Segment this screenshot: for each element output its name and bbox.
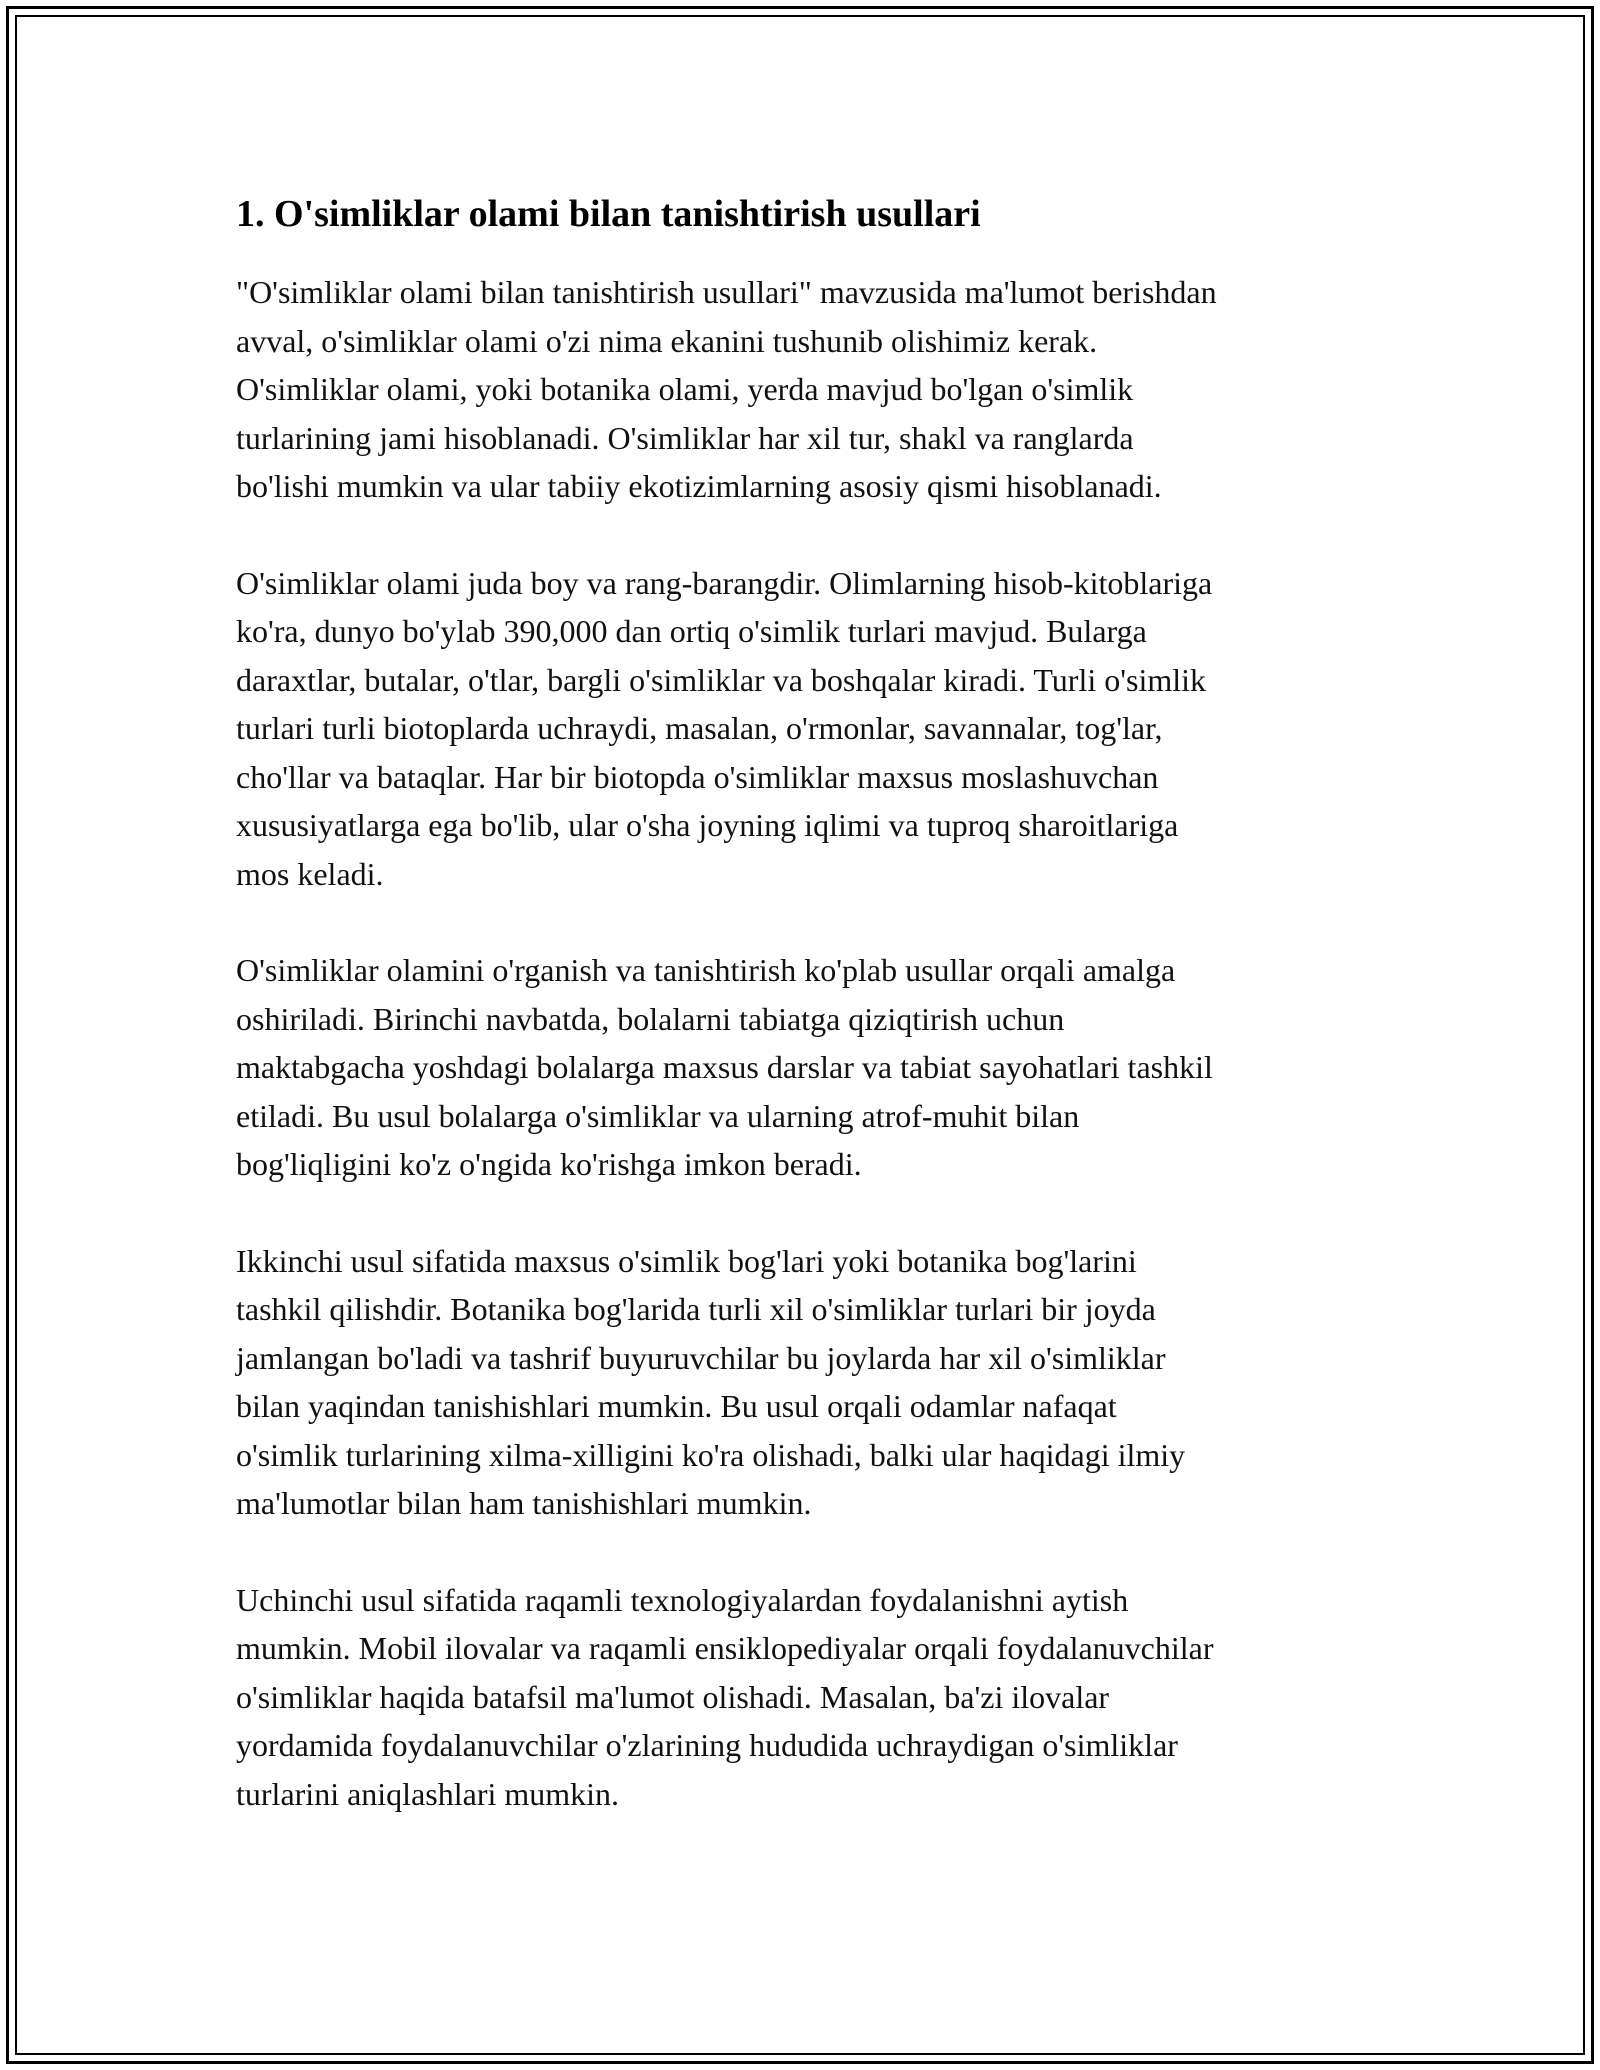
paragraph-diversity: O'simliklar olami juda boy va rang-barangdir. Olimlarning hisob-kitoblariga ko'ra, dunyo bo'ylab 390,000 dan ortiq o'simlik turlari mavjud. Bularga daraxtlar, butalar, o'tlar, bargli o'simliklar va boshqalar kiradi. Turli o'simlik turlari turli biotoplarda uchraydi, masalan, o'rmonlar, savannalar, tog'lar, cho'llar va bataqlar. Har bir biotopda o'simliklar maxsus moslashuvchan xususiyatlarga ega bo'lib, ular o'sha joyning iqlimi va tuproq sharoitlariga mos keladi.	[236, 564, 1213, 892]
section-heading: 1. O'simliklar olami bilan tanishtirish usullari	[236, 193, 981, 235]
paragraph-first-method: O'simliklar olamini o'rganish va tanishtirish ko'plab usullar orqali amalga oshiriladi. Birinchi navbatda, bolalarni tabiatga qiziqtirish uchun maktabgacha yoshdagi bolalarga maxsus darslar va tabiat sayohatlari tashkil etiladi. Bu usul bolalarga o'simliklar va ularning atrof-muhit bilan bog'liqligini ko'z o'ngida ko'rishga imkon beradi.	[236, 952, 1213, 1182]
paragraph-third-method: Uchinchi usul sifatida raqamli texnologiyalardan foydalanishni aytish mumkin. Mobil ilovalar va raqamli ensiklopediyalar orqali foydalanuvchilar o'simliklar haqida batafsil ma'lumot olishadi. Masalan, ba'zi ilovalar yordamida foydalanuvchilar o'zlarining hududida uchraydigan o'simliklar turlarini aniqlashlari mumkin.	[236, 1581, 1214, 1812]
paragraph-intro: "O'simliklar olami bilan tanishtirish usullari" mavzusida ma'lumot berishdan avval, o'simliklar olami o'zi nima ekanini tushunib olishimiz kerak. O'simliklar olami, yoki botanika olami, yerda mavjud bo'lgan o'simlik turlarining jami hisoblanadi. O'simliklar har xil tur, shakl va ranglarda bo'lishi mumkin va ular tabiiy ekotizimlarning asosiy qismi hisoblanadi.	[236, 274, 1217, 504]
paragraph-second-method: Ikkinchi usul sifatida maxsus o'simlik bog'lari yoki botanika bog'larini tashkil qilishdir. Botanika bog'larida turli xil o'simliklar turlari bir joyda jamlangan bo'ladi va tashrif buyuruvchilar bu joylarda har xil o'simliklar bilan yaqindan tanishishlari mumkin. Bu usul orqali odamlar nafaqat o'simlik turlarining xilma-xilligini ko'ra olishadi, balki ular haqidagi ilmiy ma'lumotlar bilan ham tanishishlari mumkin.	[236, 1242, 1186, 1521]
document-body	[236, 188, 1366, 1866]
